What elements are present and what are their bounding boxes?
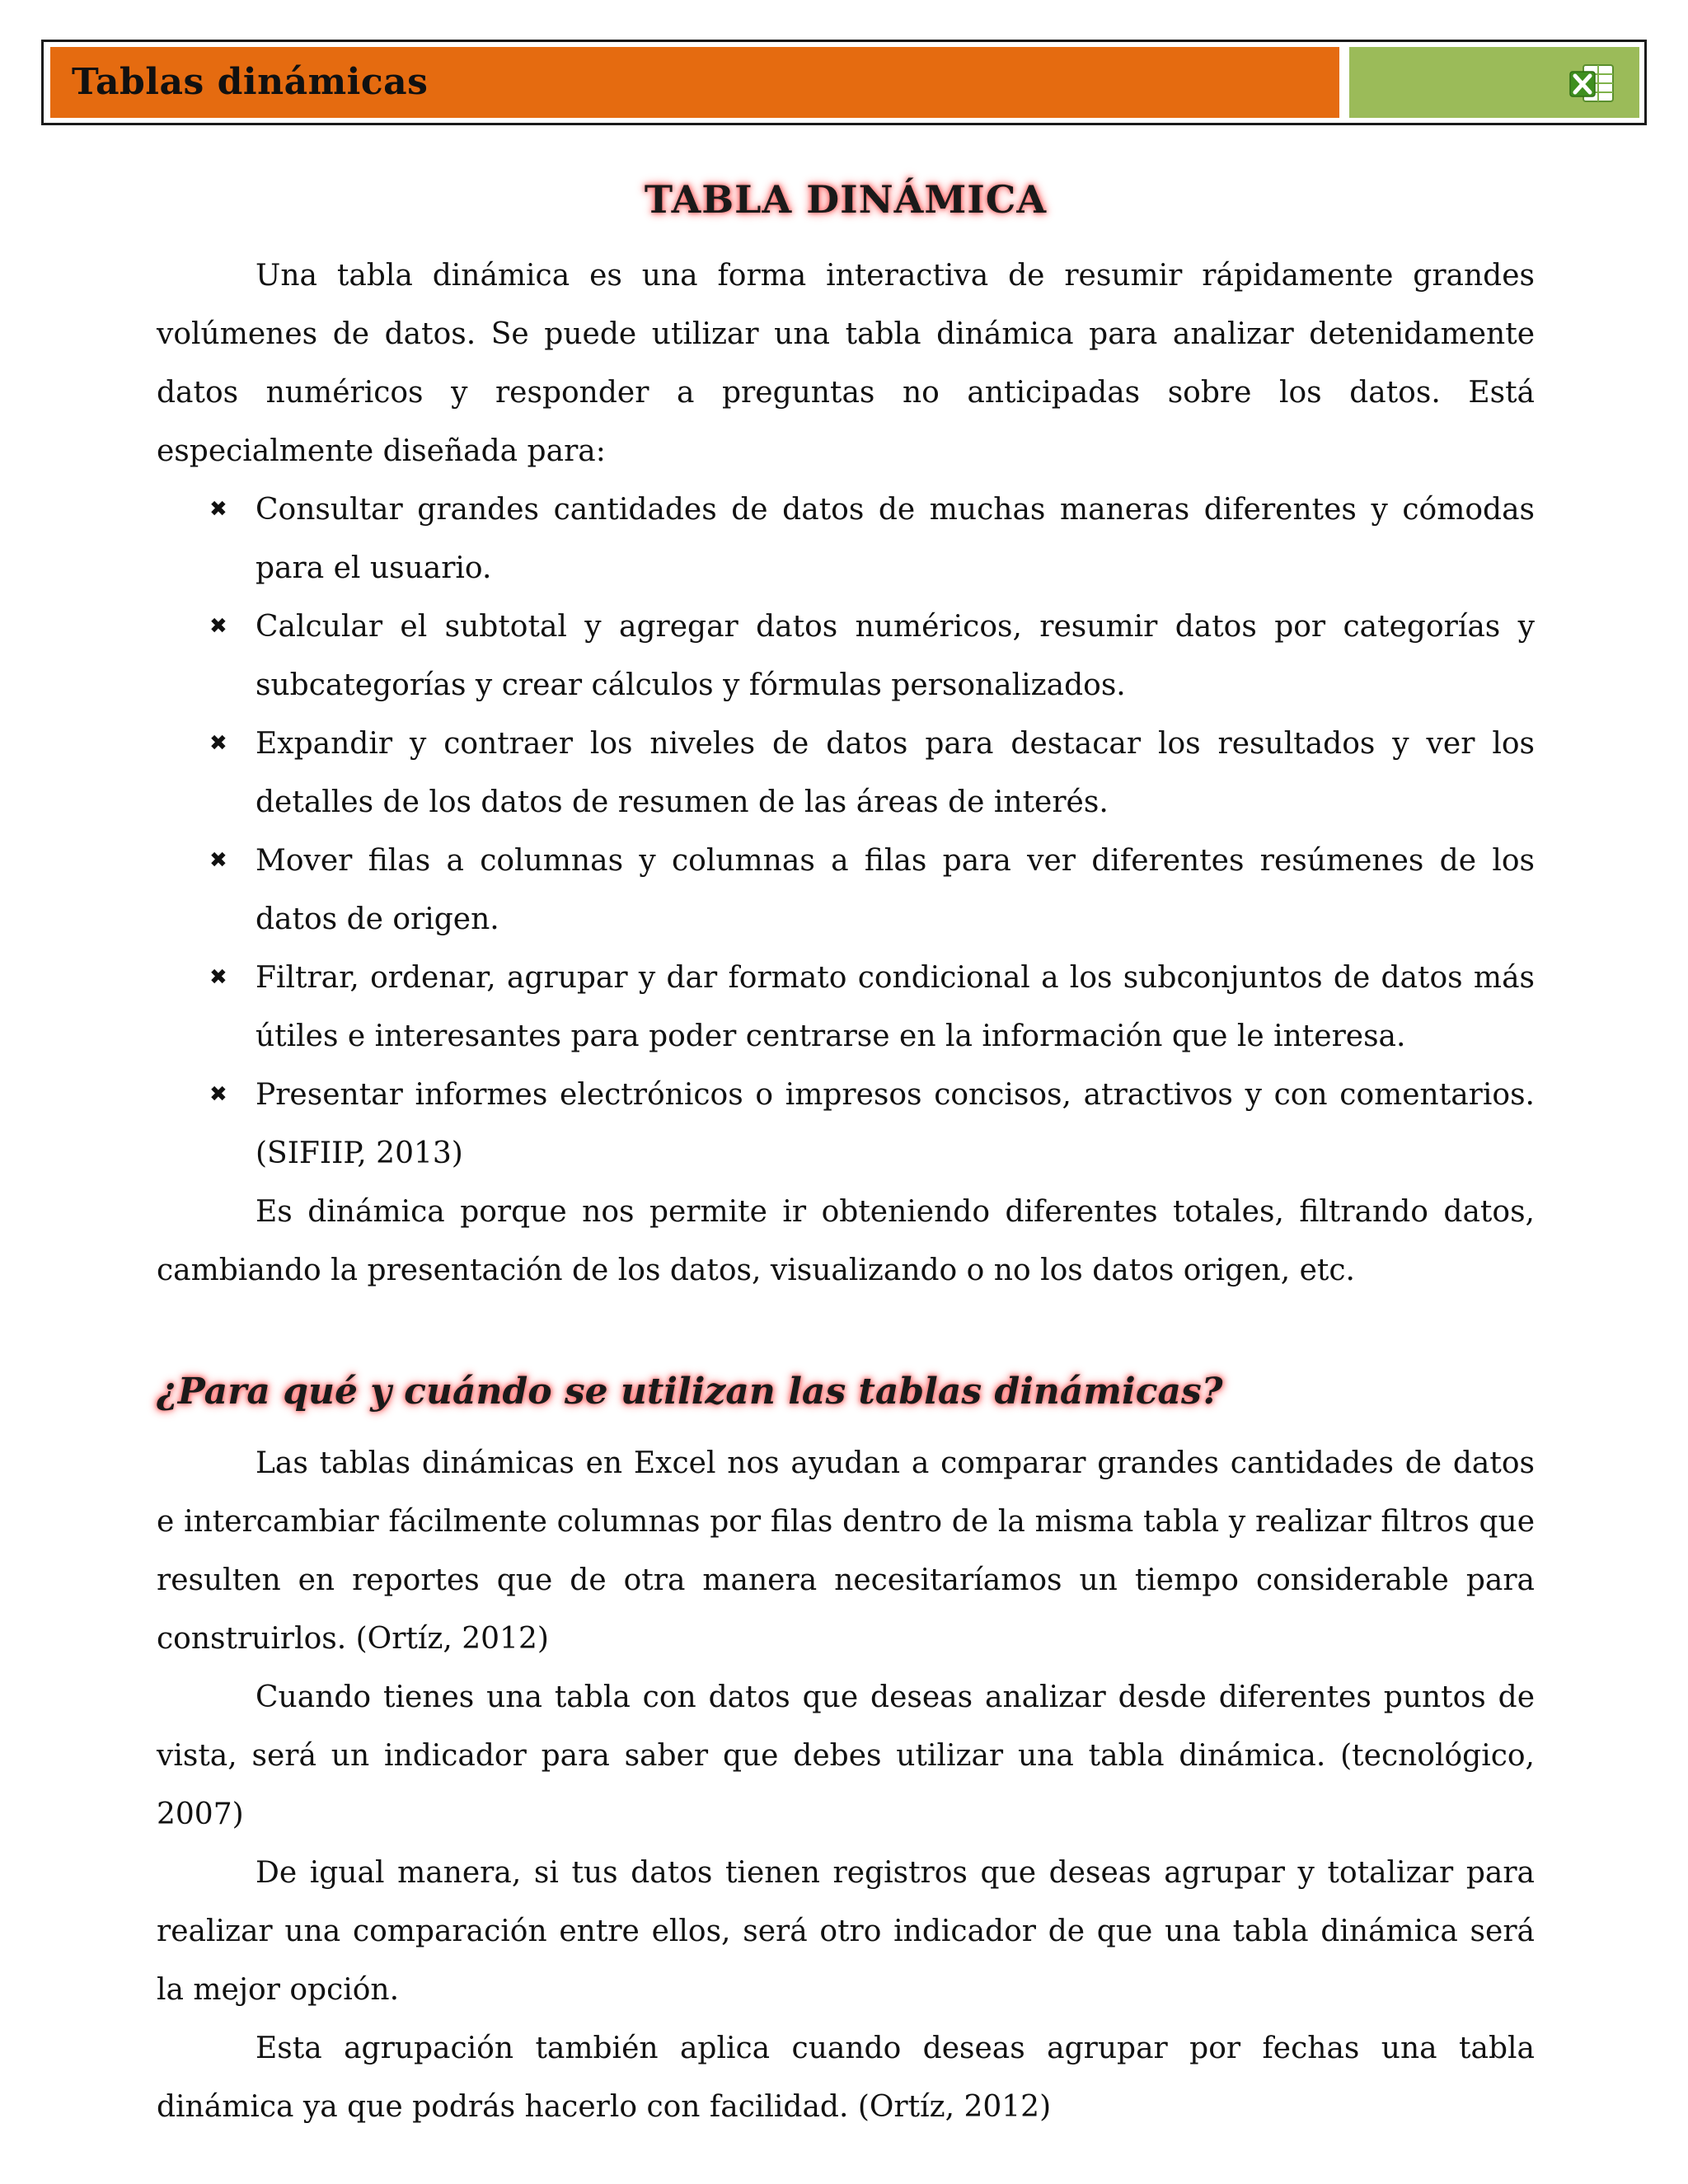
cross-bullet-icon: ✖ [209,848,227,873]
cross-bullet-icon: ✖ [209,1082,227,1107]
feature-list [157,480,1535,1183]
list-item [157,480,1535,598]
document-body [157,177,1535,2136]
list-item-text: Filtrar, ordenar, agrupar y dar formato condicional a los subconjuntos de datos más útiles e interesantes para poder centrarse en la información que le interesa. [256,961,1535,1053]
section-paragraph: De igual manera, si tus datos tienen registros que deseas agrupar y totalizar para realizar una comparación entre ellos, será otro indicador de que una tabla dinámica será la mejor opción. [157,1856,1535,2007]
section-paragraph: Las tablas dinámicas en Excel nos ayudan a comparar grandes cantidades de datos e intercambiar fácilmente columnas por filas dentro de la misma tabla y realizar filtros que resulten en reportes que de otra manera necesitaríamos un tiempo considerable para construirlos. (Ortíz, 2012) [157,1446,1535,1656]
list-item-text: Calcular el subtotal y agregar datos numéricos, resumir datos por categorías y subcategorías y crear cálculos y fórmulas personalizados. [256,610,1535,702]
page-header [41,40,1647,125]
header-title: Tablas dinámicas [72,61,429,103]
section-title: ¿Para qué y cuándo se utilizan las tablas dinámicas? [157,1371,1223,1413]
section-paragraph: Cuando tienes una tabla con datos que deseas analizar desde diferentes puntos de vista, será un indicador para saber que debes utilizar una tabla dinámica. (tecnológico, 2007) [157,1680,1535,1831]
list-item [157,715,1535,832]
intro-paragraph: Una tabla dinámica es una forma interactiva de resumir rápidamente grandes volúmenes de datos. Se puede utilizar una tabla dinámica para analizar detenidamente datos numéricos y responder a preguntas no anticipadas sobre los datos. Está especialmente diseñada para: [157,259,1535,468]
list-item-text: Consultar grandes cantidades de datos de muchas maneras diferentes y cómodas para el usuario. [256,493,1535,585]
header-title-bar [50,47,1339,118]
cross-bullet-icon: ✖ [209,614,227,639]
cross-bullet-icon: ✖ [209,731,227,756]
list-item-text: Expandir y contraer los niveles de datos para destacar los resultados y ver los detalles de los datos de resumen de las áreas de interés. [256,727,1535,819]
main-title: TABLA DINÁMICA [644,177,1048,222]
list-item [157,1066,1535,1183]
list-item [157,949,1535,1066]
excel-icon [1568,60,1616,106]
cross-bullet-icon: ✖ [209,965,227,990]
list-item-text: Presentar informes electrónicos o impresos concisos, atractivos y con comentarios. (SIFIIP, 2013) [256,1078,1535,1170]
list-item [157,832,1535,949]
header-logo-bar [1349,47,1639,118]
list-item [157,598,1535,715]
cross-bullet-icon: ✖ [209,497,227,522]
list-item-text: Mover filas a columnas y columnas a filas para ver diferentes resúmenes de los datos de origen. [256,844,1535,936]
section-paragraph: Esta agrupación también aplica cuando deseas agrupar por fechas una tabla dinámica ya que podrás hacerlo con facilidad. (Ortíz, 2012) [157,2032,1535,2124]
dynamic-paragraph: Es dinámica porque nos permite ir obteniendo diferentes totales, filtrando datos, cambiando la presentación de los datos, visualizando o no los datos origen, etc. [157,1195,1535,1287]
